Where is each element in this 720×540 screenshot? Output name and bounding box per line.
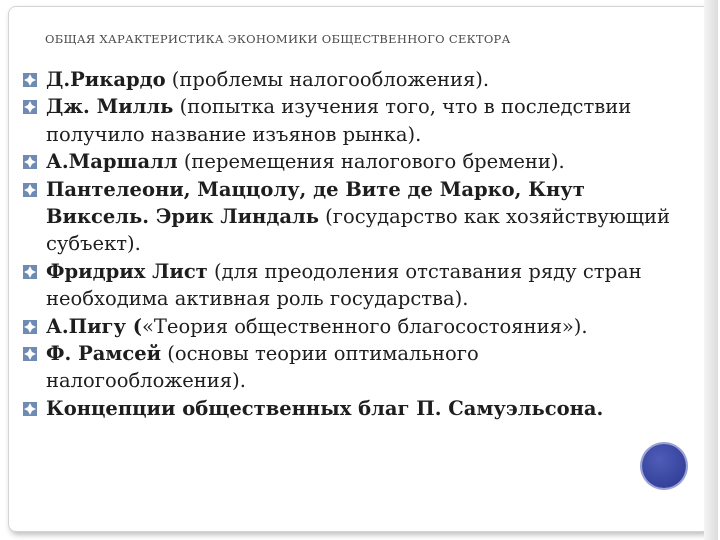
slide-title-text: ОБЩАЯ ХАРАКТЕРИСТИКА ЭКОНОМИКИ ОБЩЕСТВЕННОГО СЕКТОРА [45, 32, 511, 46]
x-cross-bullet-icon [22, 182, 38, 198]
author-name: А.Маршалл [46, 150, 178, 174]
list-item [22, 66, 682, 93]
author-contribution: (перемещения налогового бремени). [177, 150, 565, 174]
author-name: Концепции общественных благ П. Самуэльсона. [46, 396, 604, 420]
list-item [22, 340, 682, 395]
author-contribution: (основы теории оптимального налогообложения). [46, 342, 479, 393]
author-name: Ф. Рамсей [46, 342, 162, 366]
decorative-circle [642, 444, 686, 488]
x-cross-bullet-icon [22, 99, 38, 115]
author-contribution: (для преодоления отставания ряду стран необходима активная роль государства). [46, 259, 642, 311]
list-item [22, 176, 682, 258]
x-cross-bullet-icon [22, 346, 38, 362]
author-name: Д.Рикардо [46, 68, 166, 91]
x-cross-bullet-icon [22, 264, 38, 280]
author-contribution: (государство как хозяйствующий субъект). [46, 205, 670, 256]
list-item [22, 313, 682, 340]
slide-title [45, 32, 511, 46]
author-name: А.Пигу ( [46, 314, 142, 338]
x-cross-bullet-icon [22, 154, 38, 170]
list-item [22, 93, 682, 148]
x-cross-bullet-icon [22, 401, 38, 417]
author-name: Пантелеони, Маццолу, де Вите де Марко, Кнут Виксель. Эрик Линдаль [46, 177, 585, 229]
list-item [22, 148, 682, 175]
author-contribution: (проблемы налогообложения). [165, 68, 490, 91]
bullet-list [22, 66, 682, 422]
x-cross-bullet-icon [22, 319, 38, 335]
list-item [22, 258, 682, 313]
author-contribution: «Теория общественного благосостояния»). [142, 314, 588, 338]
author-name: Дж. Милль [46, 95, 174, 119]
x-cross-bullet-icon [22, 72, 38, 88]
author-contribution: (попытка изучения того, что в последствии получило название изъянов рынка). [46, 95, 632, 146]
author-name: Фридрих Лист [46, 259, 208, 283]
right-edge-rail [704, 0, 718, 540]
list-item [22, 395, 682, 422]
